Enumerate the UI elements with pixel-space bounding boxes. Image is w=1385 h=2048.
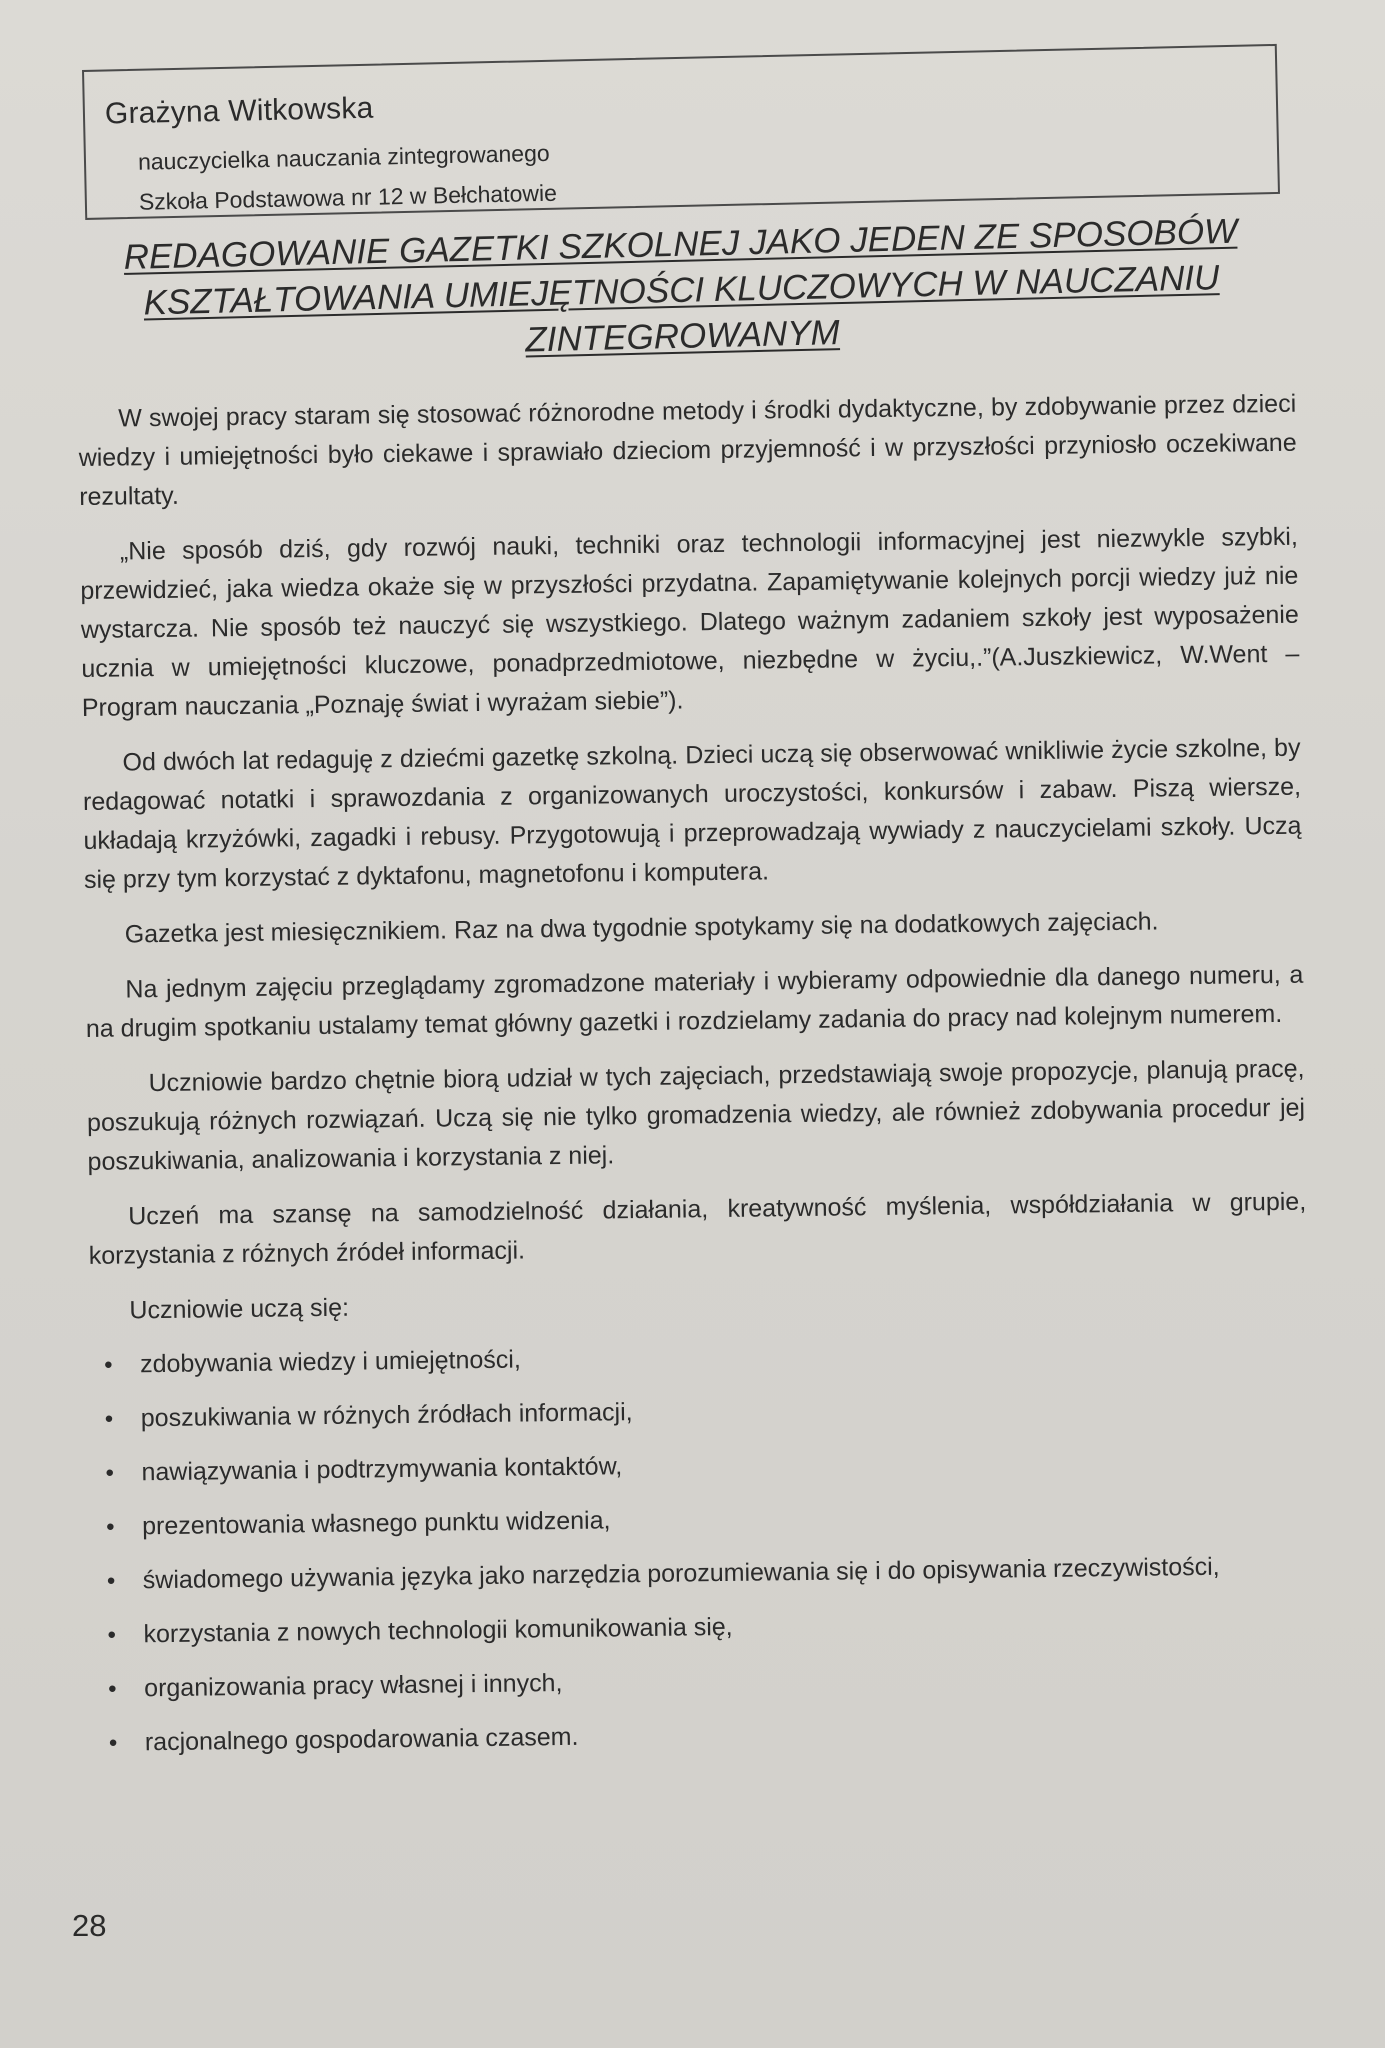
list-item <box>93 1547 1311 1601</box>
bullet-icon: • <box>107 1621 117 1649</box>
list-item <box>92 1493 1310 1547</box>
list-item <box>91 1439 1309 1493</box>
author-school: Szkoła Podstawowa nr 12 w Bełchatowie <box>138 179 558 215</box>
title-line-1: REDAGOWANIE GAZETKI SZKOLNEJ JAKO JEDEN ZE SPOSOBÓW <box>123 211 1238 277</box>
page-number: 28 <box>72 1908 107 1943</box>
article-title <box>120 209 1243 373</box>
article-body <box>78 385 1313 1778</box>
paragraph-5: Na jednym zajęciu przeglądamy zgromadzone materiały i wybieramy odpowiednie dla danego numeru, a na drugim spotkaniu ustalamy temat główny gazetki i rozdzielamy zadania do pracy nad kolejnym numerem. <box>85 960 1304 1043</box>
paragraph-7: Uczeń ma szansę na samodzielność działania, kreatywność myślenia, współdziałania w grupie, korzystania z różnych źródeł informacji. <box>88 1187 1307 1270</box>
bullet-icon: • <box>105 1459 115 1487</box>
list-intro: Uczniowie uczą się: <box>129 1293 350 1325</box>
list-item <box>95 1709 1313 1763</box>
paragraph-4: Gazetka jest miesięcznikiem. Raz na dwa tygodnie spotykamy się na dodatkowych zajęciach. <box>124 907 1159 949</box>
bullet-icon: • <box>108 1729 118 1757</box>
list-item <box>94 1655 1312 1709</box>
list-item <box>90 1331 1308 1385</box>
list-item <box>93 1601 1311 1655</box>
paragraph-2-quote: „Nie sposób dziś, gdy rozwój nauki, techniki oraz technologii informacyjnej jest niezwykle szybki, przewidzieć, jaka wiedza okaże się w przyszłości przydatna. Zapamiętywanie kolejnych porcji wiedzy już nie wystarcza. Nie sposób też nauczyć się wszystkiego. Dlatego ważnym zadaniem szkoły jest wyposażenie ucznia w umiejętności kluczowe, ponadprzedmiotowe, niezbędne w życiu,.”(A.Juszkiewicz, W.Went – Program nauczania „Poznaję świat i wyrażam siebie”). <box>80 522 1300 722</box>
bullet-icon: • <box>105 1513 115 1541</box>
author-role: nauczycielka nauczania zintegrowanego <box>137 139 550 175</box>
title-line-3: ZINTEGROWANYM <box>524 313 841 360</box>
bullet-icon: • <box>103 1351 113 1379</box>
bullet-icon: • <box>106 1567 116 1595</box>
author-info-box <box>82 44 1280 220</box>
paragraph-1: W swojej pracy staram się stosować różnorodne metody i środki dydaktyczne, by zdobywanie przez dzieci wiedzy i umiejętności było ciekawe i sprawiało dzieciom przyjemność i w przyszłości przyniosło oczekiwane rezultaty. <box>78 389 1297 511</box>
title-line-2: KSZTAŁTOWANIA UMIEJĘTNOŚCI KLUCZOWYCH W NAUCZANIU <box>143 258 1220 323</box>
list-item-text: racjonalnego gospodarowania czasem. <box>144 1722 579 1757</box>
list-item-text: poszukiwania w różnych źródłach informacji, <box>140 1398 633 1433</box>
bullet-icon: • <box>108 1675 117 1703</box>
list-item-text: zdobywania wiedzy i umiejętności, <box>139 1345 522 1379</box>
bullet-icon: • <box>104 1405 114 1433</box>
skills-list <box>90 1331 1313 1763</box>
list-item-text: organizowania pracy własnej i innych, <box>144 1669 563 1703</box>
paragraph-3: Od dwóch lat redaguję z dziećmi gazetkę szkolną. Dzieci uczą się obserwować wnikliwie życie szkolne, by redagować notatki i sprawozdania z organizowanych uroczystości, konkursów i zabaw. Piszą wiersze, układają krzyżówki, zagadki i rebusy. Przygotowują i przeprowadzają wywiady z nauczycielami szkoły. Uczą się przy tym korzystać z dyktafonu, magnetofonu i komputera. <box>82 733 1302 894</box>
author-name: Grażyna Witkowska <box>104 91 374 131</box>
list-item-text: korzystania z nowych technologii komunikowania się, <box>143 1612 733 1649</box>
list-item <box>91 1385 1309 1439</box>
list-item-text: nawiązywania i podtrzymywania kontaktów, <box>141 1452 623 1487</box>
list-item-text: świadomego używania języka jako narzędzia porozumiewania się i do opisywania rzeczywistości, <box>142 1552 1220 1595</box>
list-item-text: prezentowania własnego punktu widzenia, <box>141 1506 611 1541</box>
paragraph-6: Uczniowie bardzo chętnie biorą udział w tych zajęciach, przedstawiają swoje propozycje, planują pracę, poszukują różnych rozwiązań. Uczą się nie tylko gromadzenia wiedzy, ale również zdobywania procedur jej poszukiwania, analizowania i korzystania z niej. <box>86 1054 1306 1176</box>
